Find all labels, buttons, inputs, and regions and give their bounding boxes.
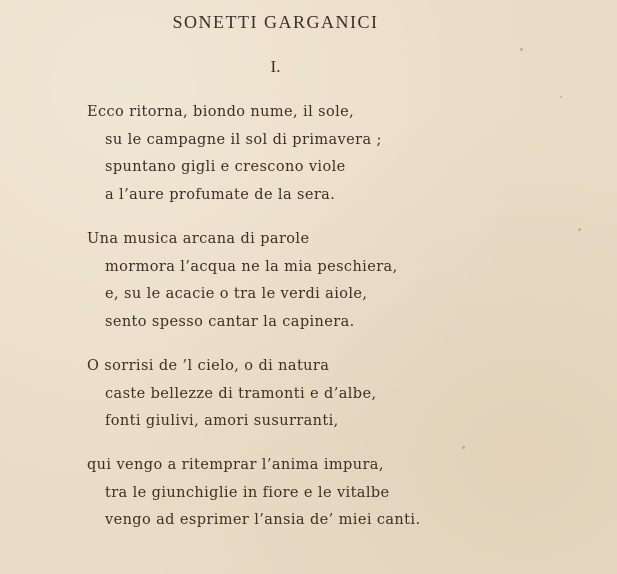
- verse-line: fonti giulivi, amori susurranti,: [105, 413, 339, 429]
- verse-line: spuntano gigli e crescono viole: [105, 159, 346, 175]
- paper-speck: [560, 96, 562, 98]
- verse-line: vengo ad esprimer l’ansia de’ miei canti.: [105, 512, 421, 528]
- paper-speck: [462, 446, 465, 449]
- verse-line: a l’aure profumate de la sera.: [105, 187, 336, 203]
- sonnet-number: I.: [270, 57, 281, 76]
- verse-line: su le campagne il sol di primavera ;: [105, 132, 382, 148]
- verse-line: Una musica arcana di parole: [87, 231, 310, 247]
- verse-line: qui vengo a ritemprar l’anima impura,: [87, 457, 384, 473]
- verse-line: tra le giunchiglie in fiore e le vitalbe: [105, 485, 390, 501]
- verse-line: O sorrisi de ’l cielo, o di natura: [87, 358, 330, 374]
- verse-line: mormora l’acqua ne la mia peschiera,: [105, 259, 398, 275]
- verse-line: e, su le acacie o tra le verdi aiole,: [105, 286, 368, 302]
- poem-collection-title: SONETTI GARGANICI: [172, 12, 379, 32]
- paper-speck: [578, 228, 581, 231]
- verse-line: sento spesso cantar la capinera.: [105, 314, 355, 330]
- verse-line: Ecco ritorna, biondo nume, il sole,: [87, 104, 355, 120]
- paper-speck: [520, 48, 523, 51]
- verse-line: caste bellezze di tramonti e d’albe,: [105, 386, 377, 402]
